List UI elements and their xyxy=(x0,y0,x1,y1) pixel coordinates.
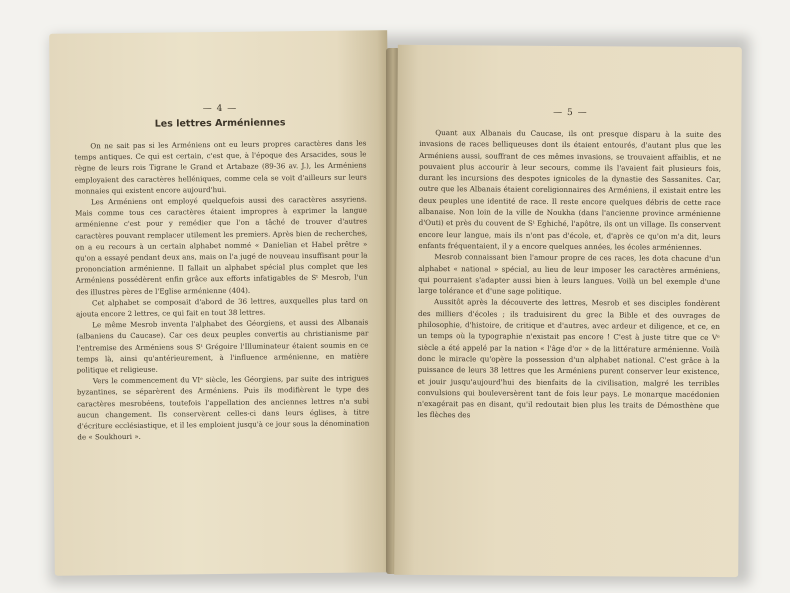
chapter-title: Les lettres Arméniennes xyxy=(154,117,286,130)
left-page xyxy=(49,30,393,576)
paragraph: Vers le commencement du VIᵉ siècle, les Géorgiens, par suite des intrigues byzantines, se séparèrent des Arméniens. Puis ils modifièrent le type des caractères mesrobéens, toutefois l'appellation des anciennes lettres n'a subi aucun changement. Ils conservèrent celles-ci dans leurs églises, à titre d'écriture ecclésiastique, et il les emploient jusqu'à ce jour sous la dénomination de « Soukhouri ». xyxy=(76,373,370,442)
paragraph: Le même Mesrob inventa l'alphabet des Géorgiens, et aussi des Albanais (albaniens du Caucase). Car ces deux peuples convertis au christianisme par l'entremise des Arméniens sous Sᵗ Grégoire l'Illuminateur étaient soumis en ce temps là, ainsi qu'antérieurement, à l'influence arménienne, en matière politique et religieuse. xyxy=(76,317,369,375)
paragraph: Les Arméniens ont employé quelquefois aussi des caractères assyriens. Mais comme tous ces caractères étaient impropres à exprimer la langue arménienne c'est pour y remédier que l'on a tâché de trouver d'autres caractères pouvant remplacer utilement les premiers. Après bien de recherches, on a eu recours à un certain alphabet nommé « Danielian et Habel prêtre » qu'on a essayé pendant deux ans, mais on l'a jugé de nouveau insuffisant pour la prononciation arménienne. Il fallait un alphabet spécial plus complet que les Arméniens possédèrent enfin grâce aux efforts infatigables de Sᵗ Mesrob, l'un des illustres pères de l'Eglise arménienne (404). xyxy=(75,194,368,297)
paragraph: Quant aux Albanais du Caucase, ils ont presque disparu à la suite des invasions de races belliqueuses dont ils étaient entourés, d'autant plus que les Arméniens aussi, souffrant de ces mêmes invasions, se trouvaient affaiblis, et ne pouvaient plus accourir à leur secours, comme ils l'avaient fait plusieurs fois, durant les incursions des despotes ignicoles de la dynastie des Sassanites. Car, outre que les Albanais étaient coreligionnaires des Arméniens, il existait entre les deux peuples une identité de race. Il reste encore quelques débris de cette race albanaise. Non loin de la ville de Noukha (dans l'ancienne province arménienne d'Outi) et près du couvent de Sᵗ Eghiché, l'apôtre, ils ont un village. Ils conservent encore leur langue, mais ils n'ont pas d'école, et, d'après ce qu'on m'a dit, leurs enfants fréquentaient, il y a encore quelques années, les écoles arméniennes. xyxy=(418,128,722,252)
page-number-left: — 4 — xyxy=(202,103,238,115)
right-page xyxy=(394,45,742,577)
right-page-body xyxy=(417,127,721,423)
left-page-body xyxy=(74,137,369,443)
paragraph: Cet alphabet se composait d'abord de 36 lettres, auxquelles plus tard on ajouta encore 2 lettres, ce qui fait en tout 38 lettres. xyxy=(76,295,369,319)
paragraph: Aussitôt après la découverte des lettres, Mesrob et ses disciples fondèrent des milliers d'écoles ; ils traduisirent du grec la Bible et des ouvrages de philosophie, d'histoire, de critique et d'autres, avec ardeur et diligence, et ce, en un temps où la typographie n'existait pas encore ! C'est à juste titre que ce Vᵉ siècle a été appelé par la nation « l'âge d'or » de la littérature arménienne. Voilà donc le miracle qu'opère la possession d'un alphabet national. C'est grâce à la puissance de leurs 38 lettres que les Arméniens purent conserver leur existence, et jouir jusqu'aujourd'hui des bienfaits de la civilisation, malgré les terribles convulsions qui bouleversèrent tant de fois leur pays. Le monarque macédonien n'exagérait pas en disant, qu'il redoutait bien plus les traits de Démosthène que les flèches des xyxy=(417,297,721,420)
paragraph: Mesrob connaissant bien l'amour propre de ces races, les dota chacune d'un alphabet « national » spécial, au lieu de leur imposer les caractères arméniens, qui pourraient s'adapter aussi bien à leurs langues. Voilà un bel exemple d'une large tolérance et d'une sage politique. xyxy=(418,252,721,297)
paragraph: On ne sait pas si les Arméniens ont eu leurs propres caractères dans les temps antiques. Ce qui est certain, c'est que, à l'époque des Arsacides, sous le règne de leurs rois Tigrane le Grand et Artabaze (89-36 av. J.), les Arméniens employaient des caractères helléniques, comme cela se voit d'ailleurs sur leurs monnaies qui existent encore aujourd'hui. xyxy=(74,138,367,196)
page-number-right: — 5 — xyxy=(553,107,588,119)
open-book xyxy=(42,22,752,582)
